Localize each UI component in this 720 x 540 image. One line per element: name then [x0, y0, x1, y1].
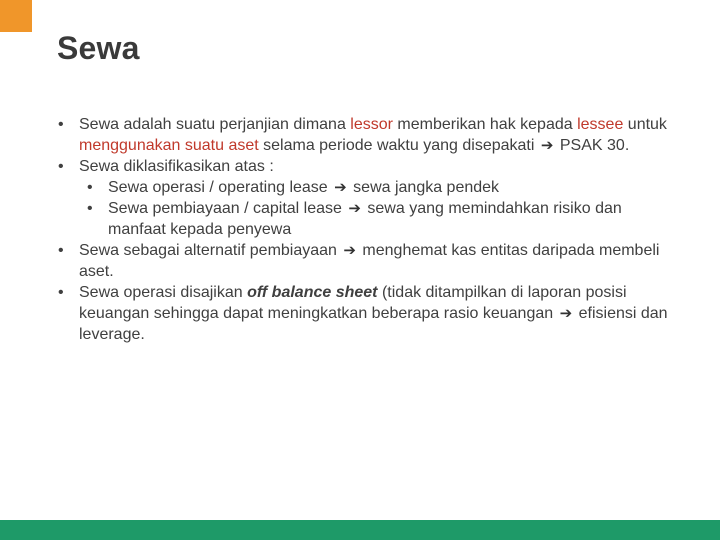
term-lessor: lessor — [350, 116, 393, 133]
bullet-dot: • — [87, 179, 93, 196]
sub-bullet-sewa-pembiayaan: • Sewa pembiayaan / capital lease ➔ sewa yang memindahkan risiko dan manfaat kepada penyewa — [87, 200, 622, 238]
bullet-sewa-definition: • Sewa adalah suatu perjanjian dimana lessor memberikan hak kepada lessee untuk menggunakan suatu aset selama periode waktu yang disepakati ➔ PSAK 30. — [58, 116, 667, 154]
arrow-right-icon: ➔ — [334, 179, 347, 196]
bullet-dot: • — [58, 284, 64, 301]
bullet-list — [58, 114, 678, 345]
term-off-balance-sheet: off balance sheet — [247, 284, 378, 301]
term-menggunakan-aset: menggunakan suatu aset — [79, 137, 259, 154]
bullet-dot: • — [58, 242, 64, 259]
arrow-right-icon: ➔ — [559, 305, 573, 322]
footer-bar — [0, 520, 720, 540]
arrow-right-icon: ➔ — [348, 200, 361, 217]
arrow-right-icon: ➔ — [540, 137, 554, 154]
bullet-dot: • — [58, 116, 64, 133]
bullet-alternatif-pembiayaan: • Sewa sebagai alternatif pembiayaan ➔ menghemat kas entitas daripada membeli aset. — [58, 242, 660, 280]
slide-title: Sewa — [57, 30, 140, 66]
sub-bullet-sewa-operasi: • Sewa operasi / operating lease ➔ sewa jangka pendek — [87, 179, 500, 196]
corner-accent-block — [0, 0, 32, 32]
term-lessee: lessee — [577, 116, 624, 133]
bullet-klasifikasi: • Sewa diklasifikasikan atas : — [58, 158, 274, 175]
bullet-dot: • — [87, 200, 93, 217]
bullet-dot: • — [58, 158, 64, 175]
bullet-off-balance-sheet: • Sewa operasi disajikan off balance sheet (tidak ditampilkan di laporan posisi keuangan sehingga dapat meningkatkan beberapa rasio keuangan ➔ efisiensi dan leverage. — [58, 284, 668, 343]
arrow-right-icon: ➔ — [343, 242, 356, 259]
